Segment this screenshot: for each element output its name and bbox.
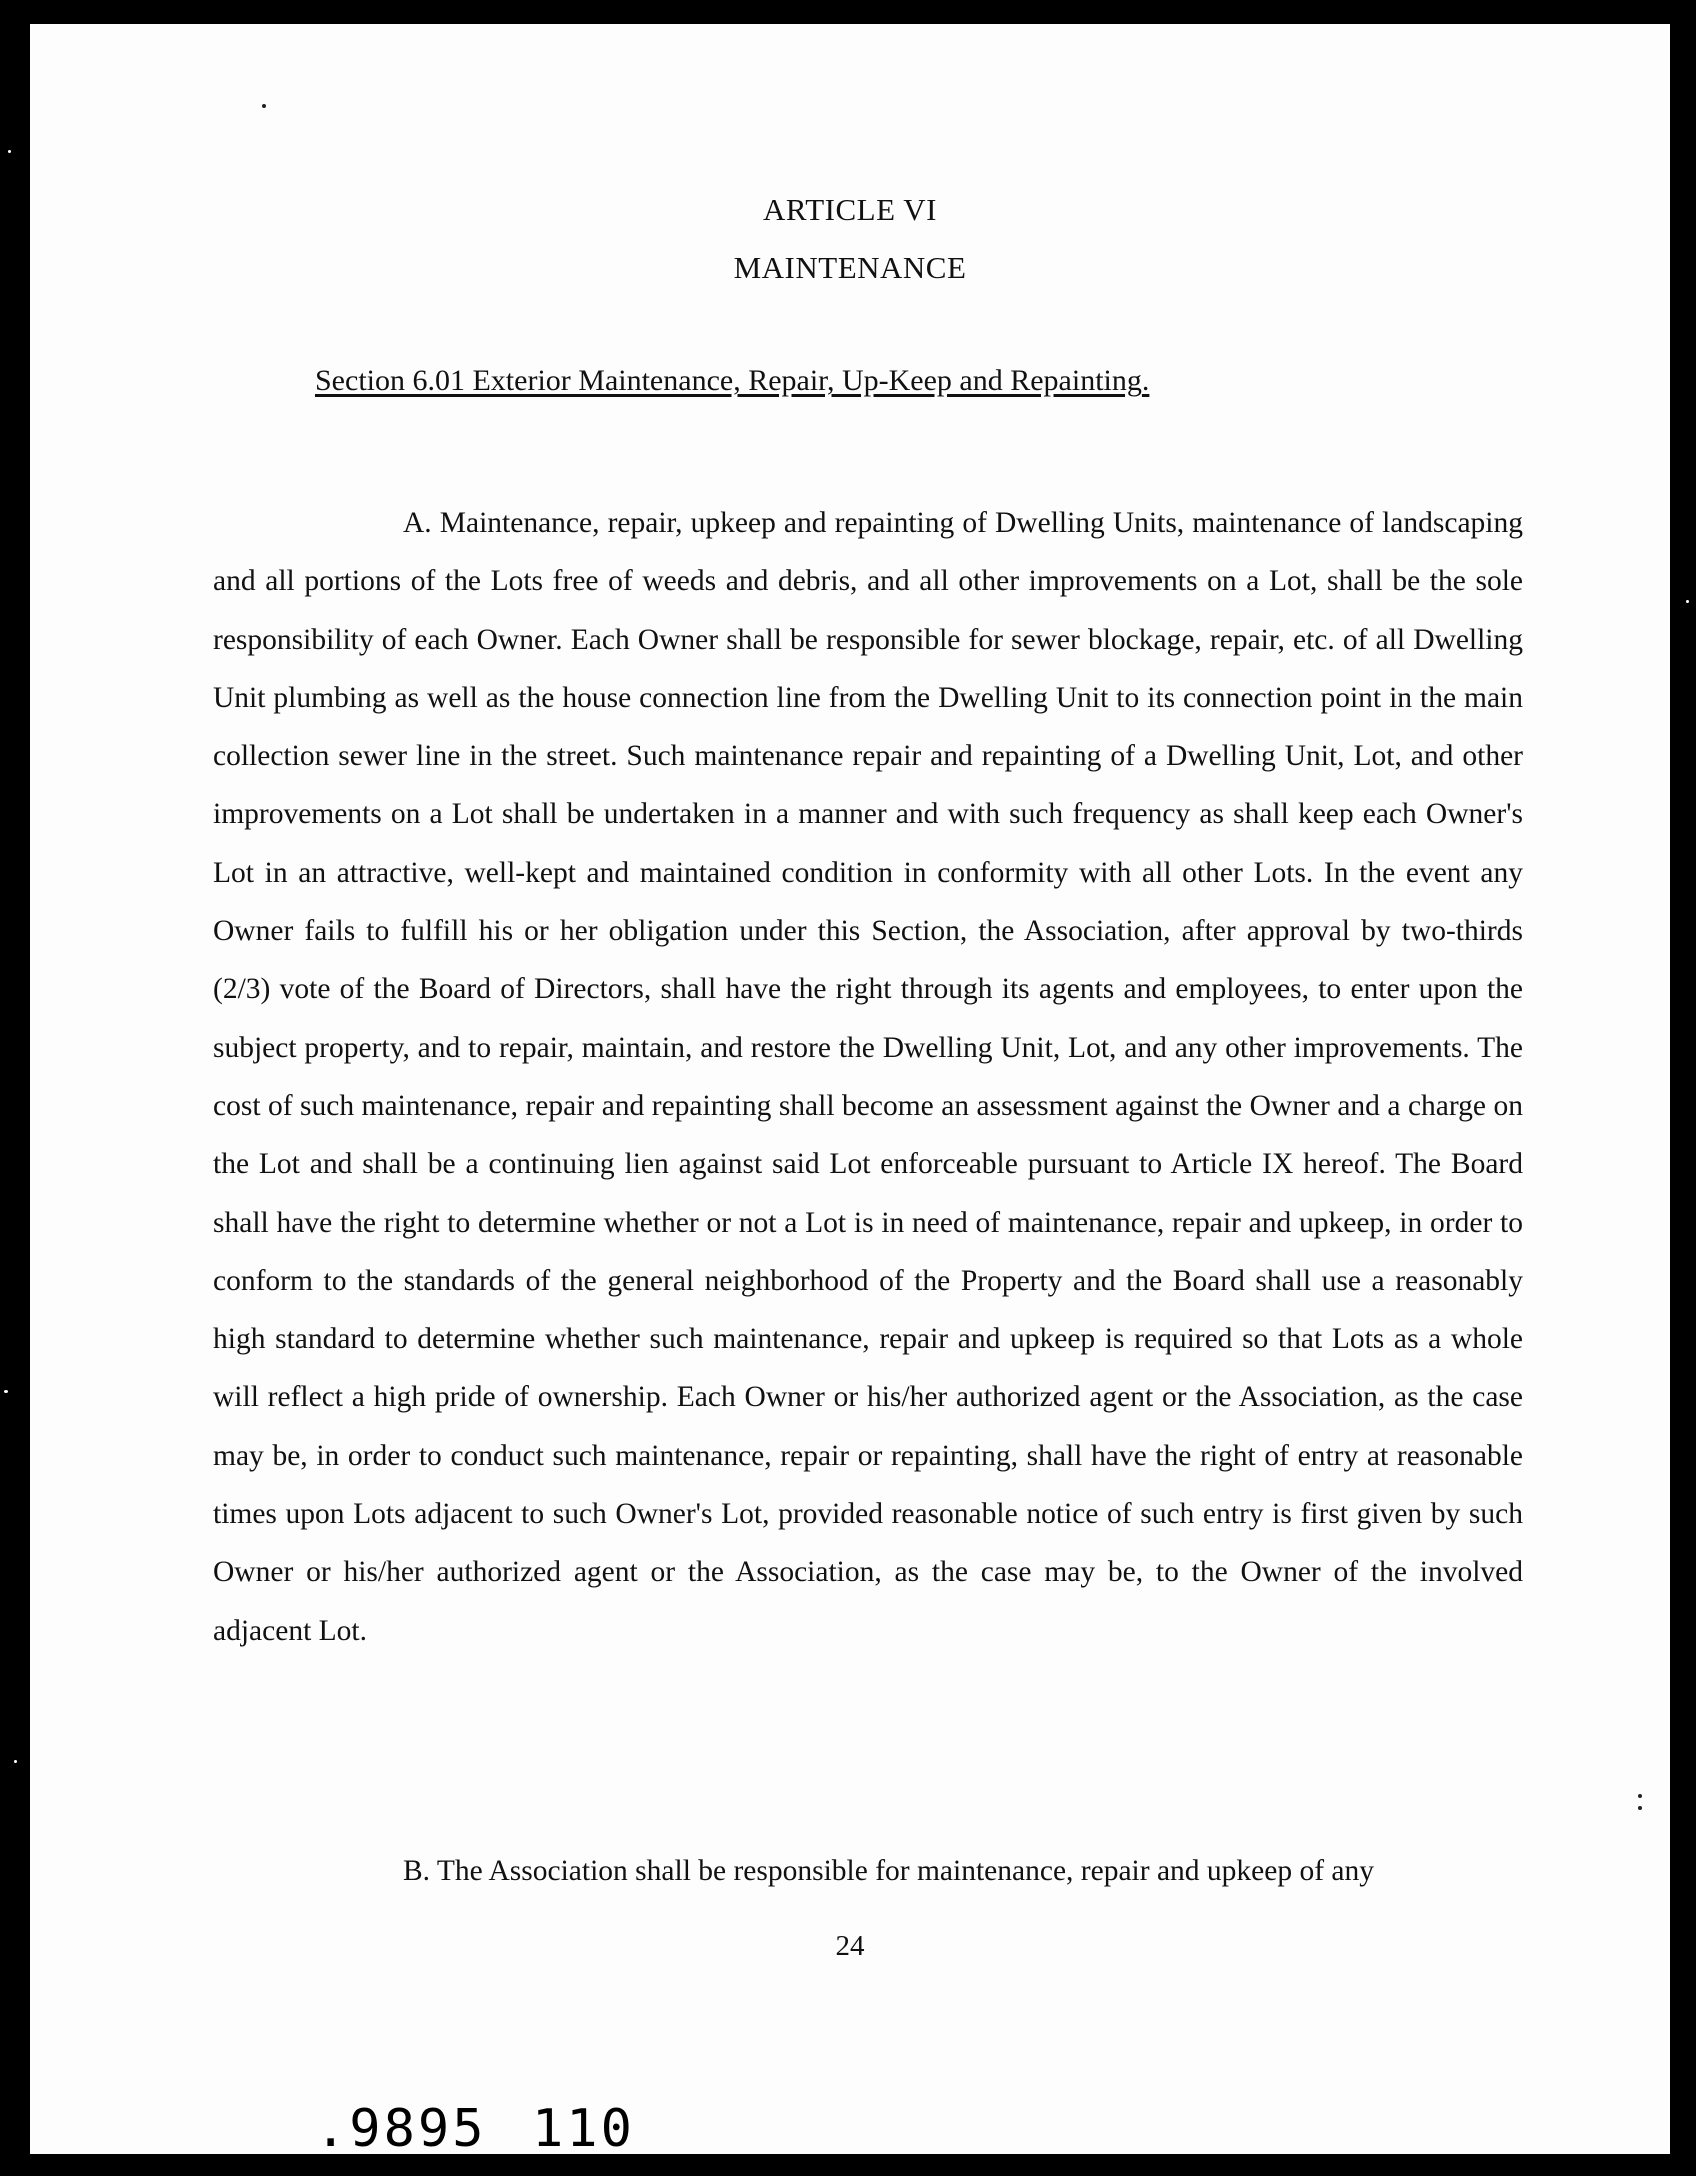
document-page <box>30 24 1670 2159</box>
article-subject-heading: MAINTENANCE <box>733 250 967 285</box>
scan-speck <box>8 150 11 153</box>
article-heading: ARTICLE VI <box>763 192 937 227</box>
scan-speck <box>130 180 133 183</box>
scan-speck <box>1686 600 1689 603</box>
section-title-period: . <box>1141 364 1150 397</box>
bates-number-left: .9895 <box>315 2099 487 2159</box>
section-title <box>315 364 1149 398</box>
section-title-text: Section 6.01 Exterior Maintenance, Repair, Up-Keep and Repainting <box>315 364 1142 397</box>
scan-speck <box>262 104 266 108</box>
scan-speck <box>1638 1806 1642 1810</box>
bates-number-right: 110 <box>532 2099 635 2159</box>
scan-speck <box>4 1390 8 1393</box>
scan-speck <box>1638 1794 1642 1798</box>
page-number: 24 <box>835 1930 865 1962</box>
scan-speck <box>14 1760 17 1763</box>
paragraph-a: A. Maintenance, repair, upkeep and repainting of Dwelling Units, maintenance of landscaping and all portions of the Lots free of weeds and debris, and all other improvements on a Lot, shall be the sole responsibility of each Owner. Each Owner shall be responsible for sewer blockage, repair, etc. of all Dwelling Unit plumbing as well as the house connection line from the Dwelling Unit to its connection point in the main collection sewer line in the street. Such maintenance repair and repainting of a Dwelling Unit, Lot, and other improvements on a Lot shall be undertaken in a manner and with such frequency as shall keep each Owner's Lot in an attractive, well-kept and maintained condition in conformity with all other Lots. In the event any Owner fails to fulfill his or her obligation under this Section, the Association, after approval by two-thirds (2/3) vote of the Board of Directors, shall have the right through its agents and employees, to enter upon the subject property, and to repair, maintain, and restore the Dwelling Unit, Lot, and any other improvements. The cost of such maintenance, repair and repainting shall become an assessment against the Owner and a charge on the Lot and shall be a continuing lien against said Lot enforceable pursuant to Article IX hereof. The Board shall have the right to determine whether or not a Lot is in need of maintenance, repair and upkeep, in order to conform to the standards of the general neighborhood of the Property and the Board shall use a reasonably high standard to determine whether such maintenance, repair and upkeep is required so that Lots as a whole will reflect a high pride of ownership. Each Owner or his/her authorized agent or the Association, as the case may be, in order to conduct such maintenance, repair or repainting, shall have the right of entry at reasonable times upon Lots adjacent to such Owner's Lot, provided reasonable notice of such entry is first given by such Owner or his/her authorized agent or the Association, as the case may be, to the Owner of the involved adjacent Lot. <box>213 507 1523 1647</box>
paragraph-b: B. The Association shall be responsible for maintenance, repair and upkeep of any <box>403 1855 1375 1887</box>
